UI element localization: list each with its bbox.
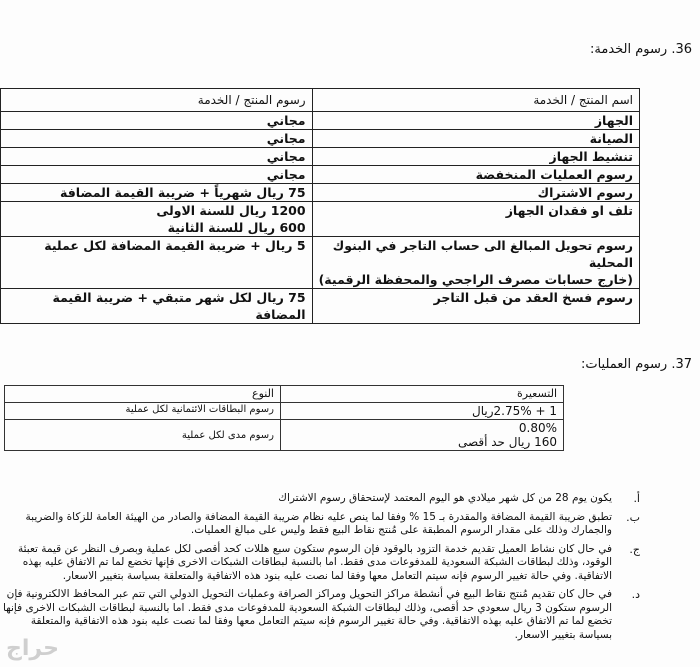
operations-fees-table — [4, 385, 564, 451]
table-row — [1, 289, 640, 324]
notes-list — [0, 492, 640, 647]
table-row — [5, 403, 564, 420]
note-letter: أ. — [633, 492, 640, 505]
row-name: رسوم العمليات المنخفضة — [312, 166, 639, 184]
note-item — [0, 511, 640, 538]
row-rate: 1 + 2.75%ريال — [281, 403, 564, 420]
section-36-heading: 36. رسوم الخدمة: — [590, 42, 692, 57]
row-name: تنشيط الجهاز — [312, 148, 639, 166]
row-value: مجاني — [1, 148, 313, 166]
table-row — [1, 237, 640, 289]
row-value: 5 ريال + ضريبة القيمة المضافة لكل عملية — [1, 237, 313, 289]
header-product-name: اسم المنتج / الخدمة — [312, 89, 639, 112]
row-value: مجاني — [1, 112, 313, 130]
table-header-row — [1, 89, 640, 112]
row-name: الصيانة — [312, 130, 639, 148]
row-rate-line: 160 ريال حد أقصى — [457, 435, 557, 449]
header-rate: التسعيرة — [281, 386, 564, 403]
row-name-line: (خارج حسابات مصرف الراجحي والمحفظة الرقمية) — [318, 272, 633, 287]
row-name: رسوم فسخ العقد من قبل التاجر — [312, 289, 639, 324]
table-row — [1, 112, 640, 130]
note-text: تطبق ضريبة القيمة المضافة والمقدرة بـ 15 % وفقا لما ينص عليه نظام ضريبة القيمة المضافة والصادر من الهيئة العامة للزكاة والضريبة والجمارك وذلك على مقدار الرسوم المطبقة على مُنتج نقاط البيع فقط وليس على مبالغ العمليات. — [25, 510, 612, 536]
service-fees-table — [0, 88, 640, 324]
table-row — [1, 130, 640, 148]
note-text: في حال كان تقديم مُنتج نقاط البيع في أنشطة مراكز التحويل ومراكز الصرافة وعمليات التحويل الدولي التي تتم عبر المحافظ الالكترونية فإن الرسوم ستكون 3 ريال سعودي حد أقصى، وذلك لبطاقات الشبكة السعودية للمدفوعات مدى فقط. اما بالنسبة لبطاقات الشبكات الاخرى فإنها تخضع لما تم الاتفاق عليه بهذه الاتفاقية. وفي حالة تغيير الرسوم فإنه سيتم التعامل معها وفقا لما نصت عليه بنود هذه الاتفاقية والمتعلقة بسياسة بتغيير الاسعار. — [2, 588, 612, 641]
row-name: تلف او فقدان الجهاز — [312, 202, 639, 237]
note-letter: د. — [631, 588, 640, 601]
table-row — [1, 148, 640, 166]
row-value: مجاني — [1, 166, 313, 184]
section-37-heading: 37. رسوم العمليات: — [580, 357, 692, 372]
note-item — [0, 492, 640, 506]
table-row — [1, 184, 640, 202]
row-type: رسوم البطاقات الائتمانية لكل عملية — [5, 403, 281, 420]
table-row — [1, 202, 640, 237]
row-name-line: رسوم تحويل المبالغ الى حساب التاجر في البنوك المحلية — [332, 238, 633, 270]
header-type: النوع — [5, 386, 281, 403]
row-name: رسوم الاشتراك — [312, 184, 639, 202]
row-value: 75 ريال لكل شهر متبقي + ضريبة القيمة المضافة — [1, 289, 313, 324]
note-text: يكون يوم 28 من كل شهر ميلادي هو اليوم المعتمد لإستحقاق رسوم الاشتراك — [278, 492, 612, 504]
row-rate-multiline — [281, 420, 564, 451]
table-header-row — [5, 386, 564, 403]
row-rate-line: 0.80% — [518, 421, 557, 435]
watermark-logo: حراج — [6, 636, 59, 661]
note-letter: ب. — [626, 510, 640, 524]
note-letter: ج. — [629, 542, 640, 556]
row-value: 75 ريال شهرياً + ضريبة القيمة المضافة — [1, 184, 313, 202]
row-value-multiline — [1, 202, 313, 237]
row-type: رسوم مدى لكل عملية — [5, 420, 281, 451]
row-name: الجهاز — [312, 112, 639, 130]
table-row — [5, 420, 564, 451]
note-item — [0, 543, 640, 584]
row-value-line: 600 ريال للسنة الثانية — [167, 220, 306, 235]
note-text: في حال كان نشاط العميل تقديم خدمة التزود بالوقود فإن الرسوم ستكون سبع هللات كحد أقصى لكل عملية وبصرف النظر عن قيمة تعبئة الوقود، وذلك لبطاقات الشبكة السعودية للمدفوعات مدى فقط. اما بالنسبة لبطاقات الشبكات الاخرى فإنها تخضع لما تم الاتفاق عليه بهذه الاتفاقية. وفي حالة تغيير الرسوم فإنه سيتم التعامل معها وفقا لما نصت عليه بنود هذه الاتفاقية والمتعلقة بسياسة بتغيير الاسعار. — [18, 542, 612, 582]
row-value-line: 1200 ريال للسنة الاولى — [156, 203, 306, 218]
header-product-fee: رسوم المنتج / الخدمة — [1, 89, 313, 112]
table-row — [1, 166, 640, 184]
note-item — [0, 588, 640, 642]
row-value: مجاني — [1, 130, 313, 148]
row-name-multiline — [312, 237, 639, 289]
